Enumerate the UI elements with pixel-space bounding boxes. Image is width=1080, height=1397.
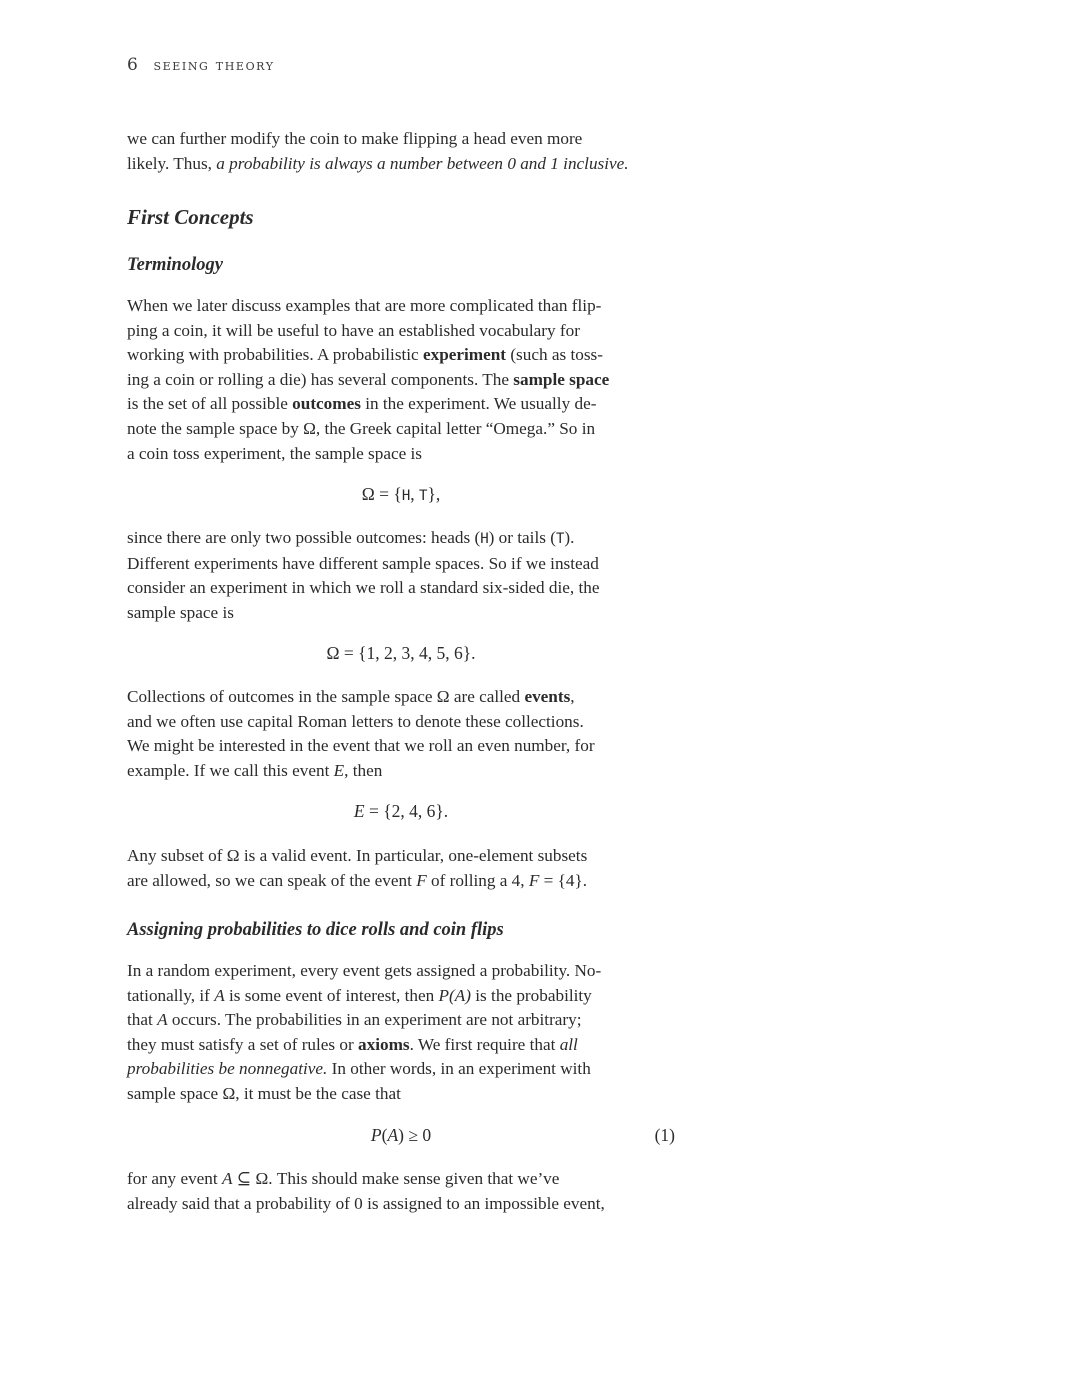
emphasis: probabilities be nonnegative. — [127, 1059, 328, 1079]
page-number: 6 — [127, 55, 138, 75]
eq-part: A — [387, 1125, 399, 1145]
eq-part: Ω = {1, 2, 3, 4, 5, 6}. — [326, 643, 476, 663]
text-line: tationally, if — [127, 985, 215, 1005]
term-axioms: axioms — [358, 1034, 410, 1054]
terminology-paragraph-1 — [127, 294, 675, 466]
intro-line: likely. Thus, — [127, 153, 217, 173]
text-line: is some event of interest, then — [224, 985, 439, 1005]
equation-nonnegativity — [127, 1125, 675, 1146]
section-title: First Concepts — [127, 205, 254, 229]
eq-part: = {2, 4, 6}. — [364, 801, 449, 821]
text-line: , — [570, 687, 575, 706]
code-t: T — [555, 531, 565, 547]
text-line: Collections of outcomes in the sample space Ω are called — [127, 687, 525, 706]
text-line: . We first require that — [409, 1034, 560, 1054]
assigning-paragraph-1 — [127, 959, 675, 1107]
text-line: a coin toss experiment, the sample space is — [127, 443, 422, 463]
text-line: In a random experiment, every event gets assigned a probability. No- — [127, 961, 602, 980]
term-events: events — [524, 687, 571, 706]
text-line: Any subset of Ω is a valid event. In particular, one-element subsets — [127, 846, 588, 865]
text-line: working with probabilities. A probabilistic — [127, 345, 423, 365]
subsection-title-terminology: Terminology — [127, 255, 223, 275]
math-var: F — [528, 870, 540, 890]
text-line: is the probability — [470, 985, 592, 1005]
intro-emphasis: a probability is always a number between 0 and 1 inclusive. — [216, 153, 629, 173]
text-line: are allowed, so we can speak of the event — [127, 870, 417, 890]
eq-part: H — [401, 488, 411, 504]
text-line: ⊆ Ω. This should make sense given that we’ve — [232, 1169, 560, 1188]
emphasis: all — [559, 1034, 578, 1054]
text-line: , then — [344, 760, 383, 780]
text-line: ). — [564, 528, 575, 547]
text-line: When we later discuss examples that are more complicated than flip- — [127, 296, 602, 315]
text-line: ing a coin or rolling a die) has several components. The — [127, 369, 514, 389]
text-line: consider an experiment in which we roll a standard six-sided die, the — [127, 578, 600, 598]
eq-part: , — [410, 484, 419, 504]
eq-part: }, — [427, 484, 441, 504]
equation-die-sample-space — [127, 643, 675, 664]
text-line: since there are only two possible outcomes: heads ( — [127, 528, 481, 547]
assigning-paragraph-2 — [127, 1167, 675, 1216]
text-line: Different experiments have different sample spaces. So if we instead — [127, 553, 599, 573]
math-var: A — [221, 1169, 233, 1188]
term-experiment: experiment — [422, 345, 507, 365]
equation-number: (1) — [654, 1125, 675, 1145]
math-var: A — [214, 985, 225, 1005]
subsection-title-assigning: Assigning probabilities to dice rolls and coin flips — [127, 920, 504, 940]
math-var: A — [157, 1010, 168, 1030]
text-line: occurs. The probabilities in an experiment are not arbitrary; — [167, 1010, 582, 1030]
subsection-heading — [127, 255, 675, 276]
eq-part: T — [419, 488, 428, 504]
eq-part: Ω = { — [361, 484, 402, 504]
math-var: E — [333, 760, 345, 780]
terminology-paragraph-2 — [127, 526, 675, 625]
eq-part: ( — [381, 1125, 388, 1145]
terminology-paragraph-3 — [127, 685, 675, 783]
term-sample-space: sample space — [513, 369, 610, 389]
section-heading — [127, 205, 675, 230]
equation-event-e — [127, 801, 675, 822]
terminology-paragraph-4 — [127, 844, 675, 893]
text-line: = {4}. — [539, 870, 588, 890]
text-line: already said that a probability of 0 is assigned to an impossible event, — [127, 1193, 605, 1213]
text-line: note the sample space by Ω, the Greek capital letter “Omega.” So in — [127, 418, 596, 438]
math-var: F — [416, 870, 427, 890]
text-line: and we often use capital Roman letters to denote these collections. — [127, 711, 584, 731]
text-line: in the experiment. We usually de- — [360, 394, 597, 414]
text-line: is the set of all possible — [127, 394, 293, 414]
code-h: H — [480, 531, 489, 547]
text-line: they must satisfy a set of rules or — [127, 1034, 359, 1054]
text-line: sample space Ω, it must be the case that — [127, 1083, 401, 1103]
running-head — [127, 55, 275, 75]
running-title: seeing theory — [153, 56, 275, 74]
term-outcomes: outcomes — [292, 394, 361, 414]
math-var: P(A) — [438, 985, 471, 1005]
text-line: ping a coin, it will be useful to have an established vocabulary for — [127, 320, 580, 340]
text-line: ) or tails ( — [488, 528, 556, 547]
eq-part: P — [370, 1125, 382, 1145]
equation-coin-sample-space — [127, 484, 675, 505]
text-line: for any event — [127, 1169, 222, 1188]
eq-part: E — [353, 801, 365, 821]
eq-part: ) ≥ 0 — [398, 1125, 432, 1145]
text-line: of rolling a 4, — [426, 870, 529, 890]
intro-paragraph — [127, 127, 675, 176]
intro-line: we can further modify the coin to make flipping a head even more — [127, 129, 583, 148]
text-line: sample space is — [127, 602, 234, 622]
text-line: In other words, in an experiment with — [327, 1059, 591, 1079]
subsection-heading — [127, 920, 675, 941]
text-line: (such as toss- — [506, 345, 603, 365]
text-line: that — [127, 1010, 158, 1030]
text-line: We might be interested in the event that we roll an even number, for — [127, 736, 595, 756]
text-line: example. If we call this event — [127, 760, 334, 780]
